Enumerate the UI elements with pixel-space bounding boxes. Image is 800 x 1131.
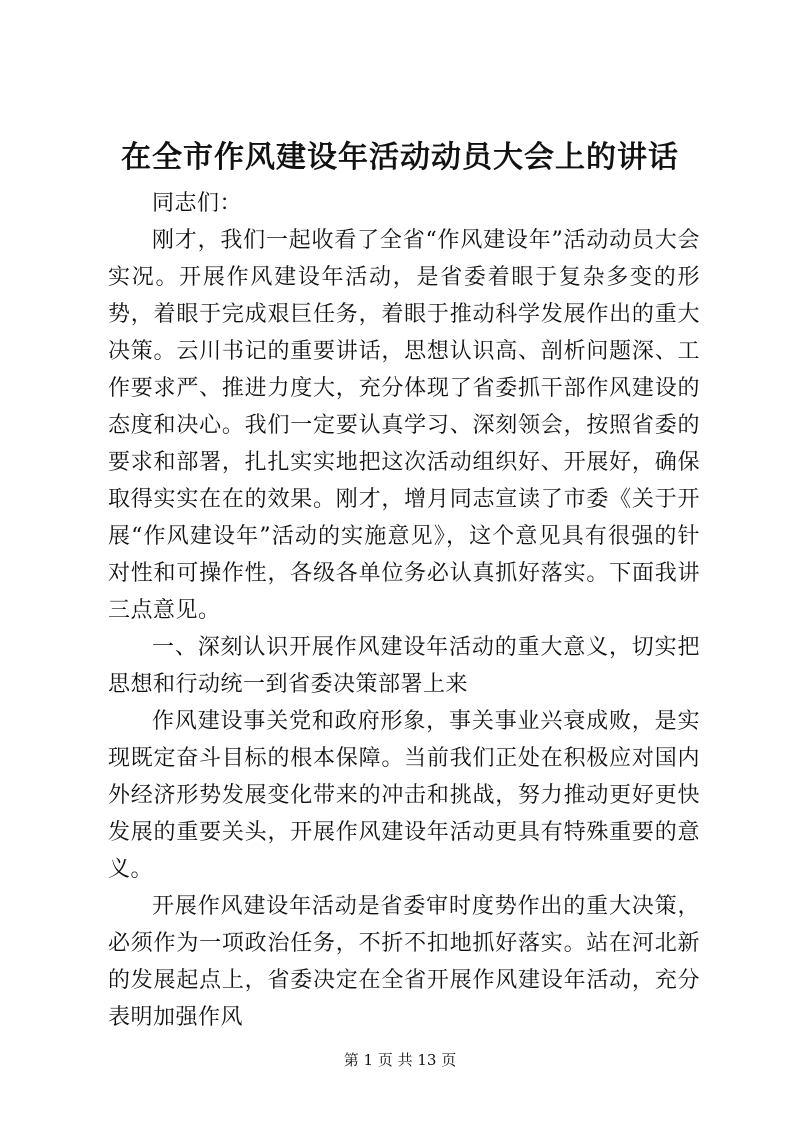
page-footer: 第 1 页 共 13 页 bbox=[343, 1051, 457, 1069]
paragraph: 开展作风建设年活动是省委审时度势作出的重大决策，必须作为一项政治任务，不折不扣地抓好落实。站在河北新的发展起点上，省委决定在全省开展作风建设年活动，充分表明加强作风 bbox=[108, 894, 700, 1030]
paragraph: 刚才，我们一起收看了全省“作风建设年”活动动员大会实况。开展作风建设年活动，是省委着眼于复杂多变的形势，着眼于完成艰巨任务，着眼于推动科学发展作出的重大决策。云川书记的重要讲话，思想认识高、剖析问题深、工作要求严、推进力度大，充分体现了省委抓干部作风建设的态度和决心。我们一定要认真学习、深刻领会，按照省委的要求和部署，扎扎实实地把这次活动组织好、开展好，确保取得实实在在的效果。刚才，增月同志宣读了市委《关于开展“作风建设年”活动的实施意见》，这个意见具有很强的针对性和可操作性，各级各单位务必认真抓好落实。下面我讲三点意见。 bbox=[108, 228, 700, 623]
section-heading: 一、深刻认识开展作风建设年活动的重大意义，切实把思想和行动统一到省委决策部署上来 bbox=[108, 635, 700, 697]
page-title: 在全市作风建设年活动动员大会上的讲话 bbox=[121, 140, 679, 175]
document-body bbox=[108, 185, 700, 1036]
paragraph: 作风建设事关党和政府形象，事关事业兴衰成败，是实现既定奋斗目标的根本保障。当前我们正处在积极应对国内外经济形势发展变化带来的冲击和挑战，努力推动更好更快发展的重要关头，开展作风建设年活动更具有特殊重要的意义。 bbox=[108, 709, 700, 882]
salutation: 同志们： bbox=[152, 191, 243, 216]
